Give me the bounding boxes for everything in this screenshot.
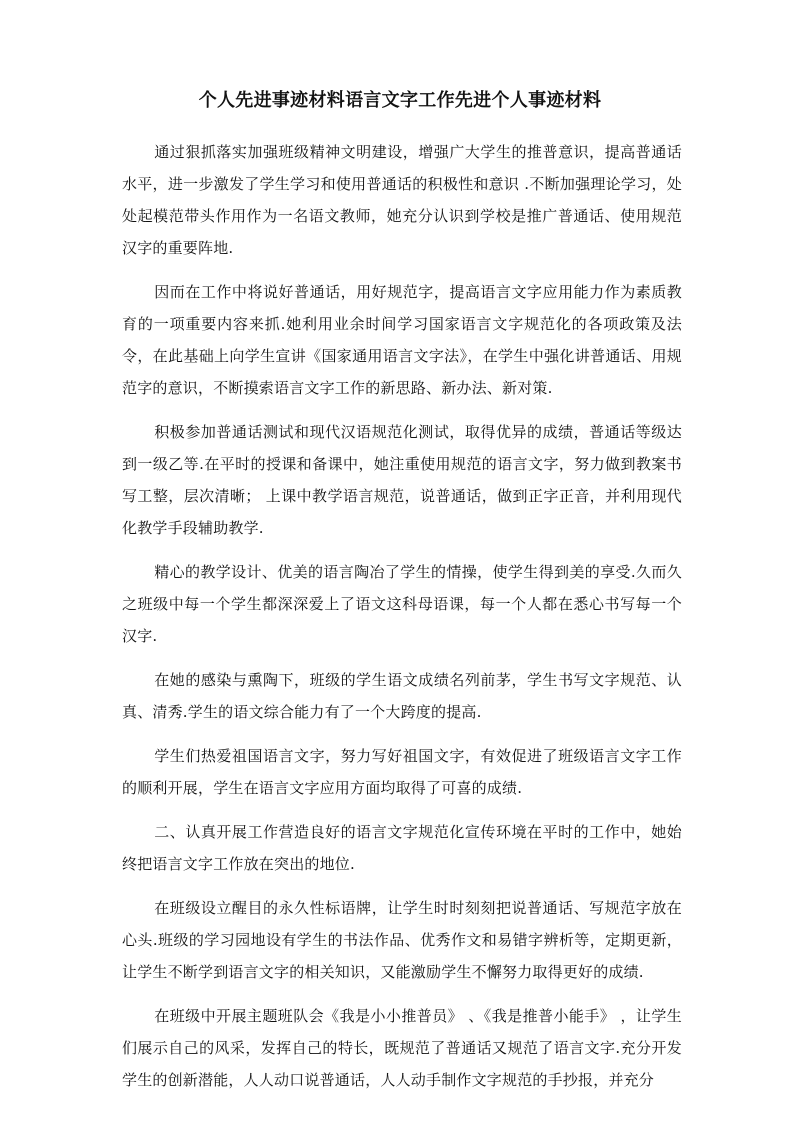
- paragraph-1: 通过狠抓落实加强班级精神文明建设，增强广大学生的推普意识，提高普通话水平，进一步激发了学生学习和使用普通话的积极性和意识 .不断加强理论学习，处处起模范带头作用作为一名语文教师，她充分认识到学校是推广普通话、使用规范汉字的重要阵地.: [122, 143, 682, 257]
- paragraph-2: 因而在工作中将说好普通话，用好规范字，提高语言文字应用能力作为素质教育的一项重要内容来抓.她利用业余时间学习国家语言文字规范化的各项政策及法令，在此基础上向学生宣讲《国家通用语言文字法》，在学生中强化讲普通话、用规范字的意识，不断摸索语言文字工作的新思路、新办法、新对策.: [122, 283, 682, 397]
- paragraph-7: 二、认真开展工作营造良好的语言文字规范化宣传环境在平时的工作中，她始终把语言文字工作放在突出的地位.: [122, 823, 682, 873]
- paragraph-5: 在她的感染与熏陶下，班级的学生语文成绩名列前茅，学生书写文字规范、认真、清秀.学生的语文综合能力有了一个大跨度的提高.: [122, 671, 682, 721]
- paragraph-4: 精心的教学设计、优美的语言陶冶了学生的情操，使学生得到美的享受.久而久之班级中每一个学生都深深爱上了语文这科母语课，每一个人都在悉心书写每一个汉字.: [122, 563, 682, 645]
- document-body: [122, 136, 682, 1108]
- paragraph-6: 学生们热爱祖国语言文字，努力写好祖国文字，有效促进了班级语言文字工作的顺利开展，学生在语言文字应用方面均取得了可喜的成绩.: [122, 747, 682, 797]
- paragraph-9: 在班级中开展主题班队会《我是小小推普员》 、《我是推普小能手》 ，让学生们展示自己的风采，发挥自己的特长，既规范了普通话又规范了语言文字.充分开发学生的创新潜能，人人动口说普通话，人人动手制作文字规范的手抄报，并充分: [122, 1007, 682, 1089]
- paragraph-8: 在班级设立醒目的永久性标语牌，让学生时时刻刻把说普通话、写规范字放在心头.班级的学习园地设有学生的书法作品、优秀作文和易错字辨析等，定期更新，让学生不断学到语言文字的相关知识，又能激励学生不懈努力取得更好的成绩.: [122, 899, 682, 981]
- document-title: 个人先进事迹材料语言文字工作先进个人事迹材料: [198, 90, 602, 111]
- paragraph-3: 积极参加普通话测试和现代汉语规范化测试，取得优异的成绩，普通话等级达到一级乙等.在平时的授课和备课中，她注重使用规范的语言文字，努力做到教案书写工整，层次清晰； 上课中教学语言规范，说普通话，做到正字正音，并利用现代化教学手段辅助教学.: [122, 423, 682, 537]
